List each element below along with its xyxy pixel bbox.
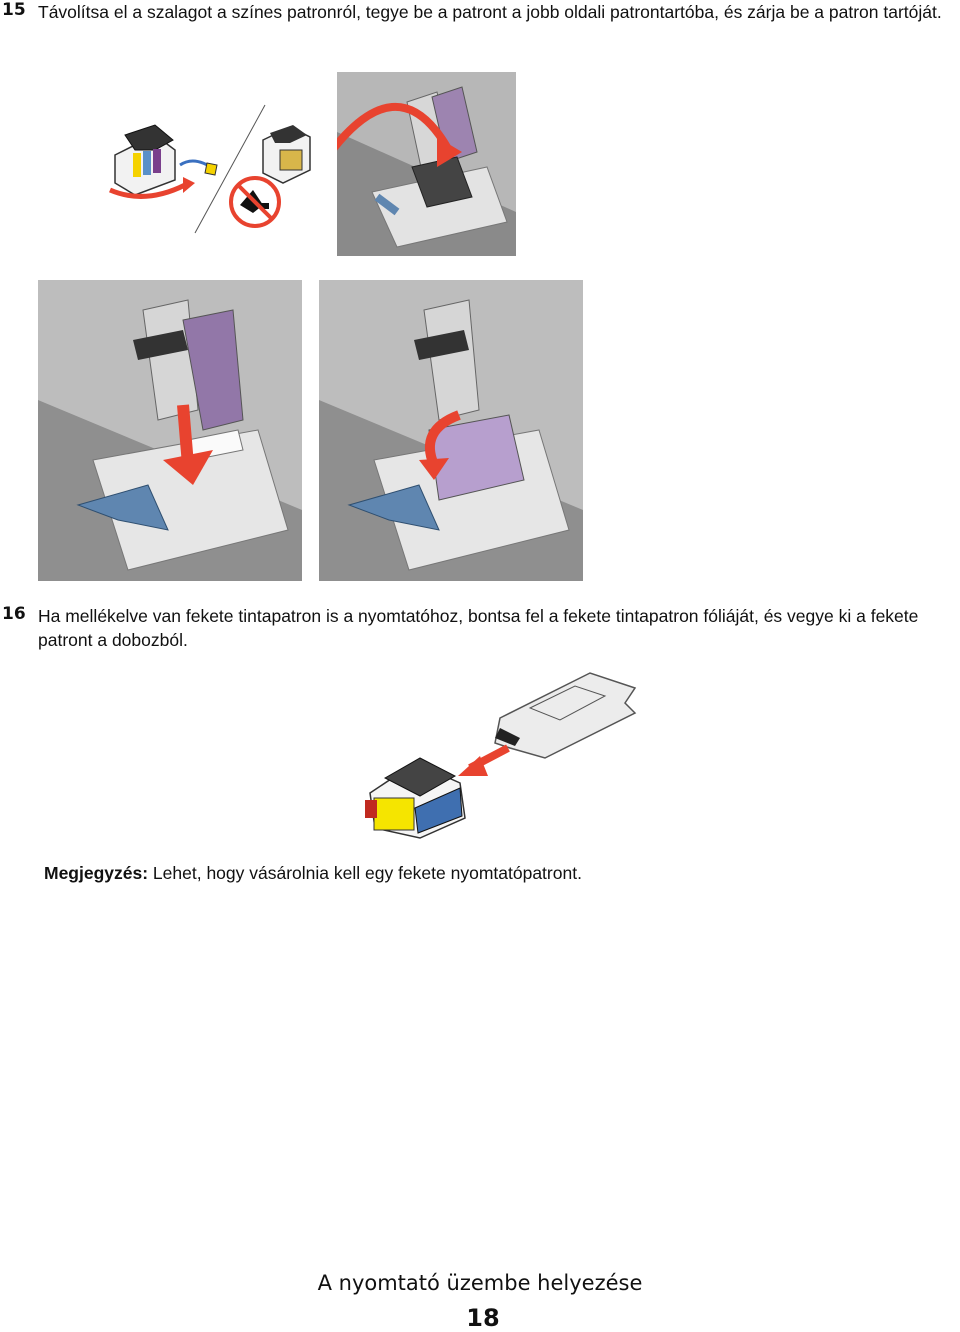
foil-package-icon <box>495 673 635 758</box>
step-number: 16 <box>2 604 26 624</box>
section-title: A nyomtató üzembe helyezése <box>317 1271 643 1295</box>
step-instruction: Távolítsa el a szalagot a színes patronról, tegye be a patront a jobb oldali patrontartóba, és zárja be a patron tartóját. <box>38 2 942 22</box>
page-number: 18 <box>466 1304 500 1332</box>
insert-cartridge-illustration <box>337 72 516 256</box>
cartridge-contacts-icon <box>263 125 310 183</box>
unwrap-cartridge-illustration <box>360 668 640 843</box>
note-text: Lehet, hogy vásárolnia kell egy fekete nyomtatópatront. <box>148 863 582 883</box>
note <box>44 863 582 884</box>
color-cartridge-icon <box>115 125 175 195</box>
note-label: Megjegyzés: <box>44 863 149 883</box>
step-number: 15 <box>2 0 26 20</box>
holder-left-illustration <box>38 280 302 581</box>
step-instruction: Ha mellékelve van fekete tintapatron is a nyomtatóhoz, bontsa fel a fekete tintapatron fóliáját, és vegye ki a fekete patront a dobozból. <box>38 606 919 650</box>
do-not-touch-icon <box>231 178 279 226</box>
remove-tape-illustration <box>95 95 325 235</box>
holder-right-illustration <box>319 280 583 581</box>
black-cartridge-icon <box>365 758 465 838</box>
